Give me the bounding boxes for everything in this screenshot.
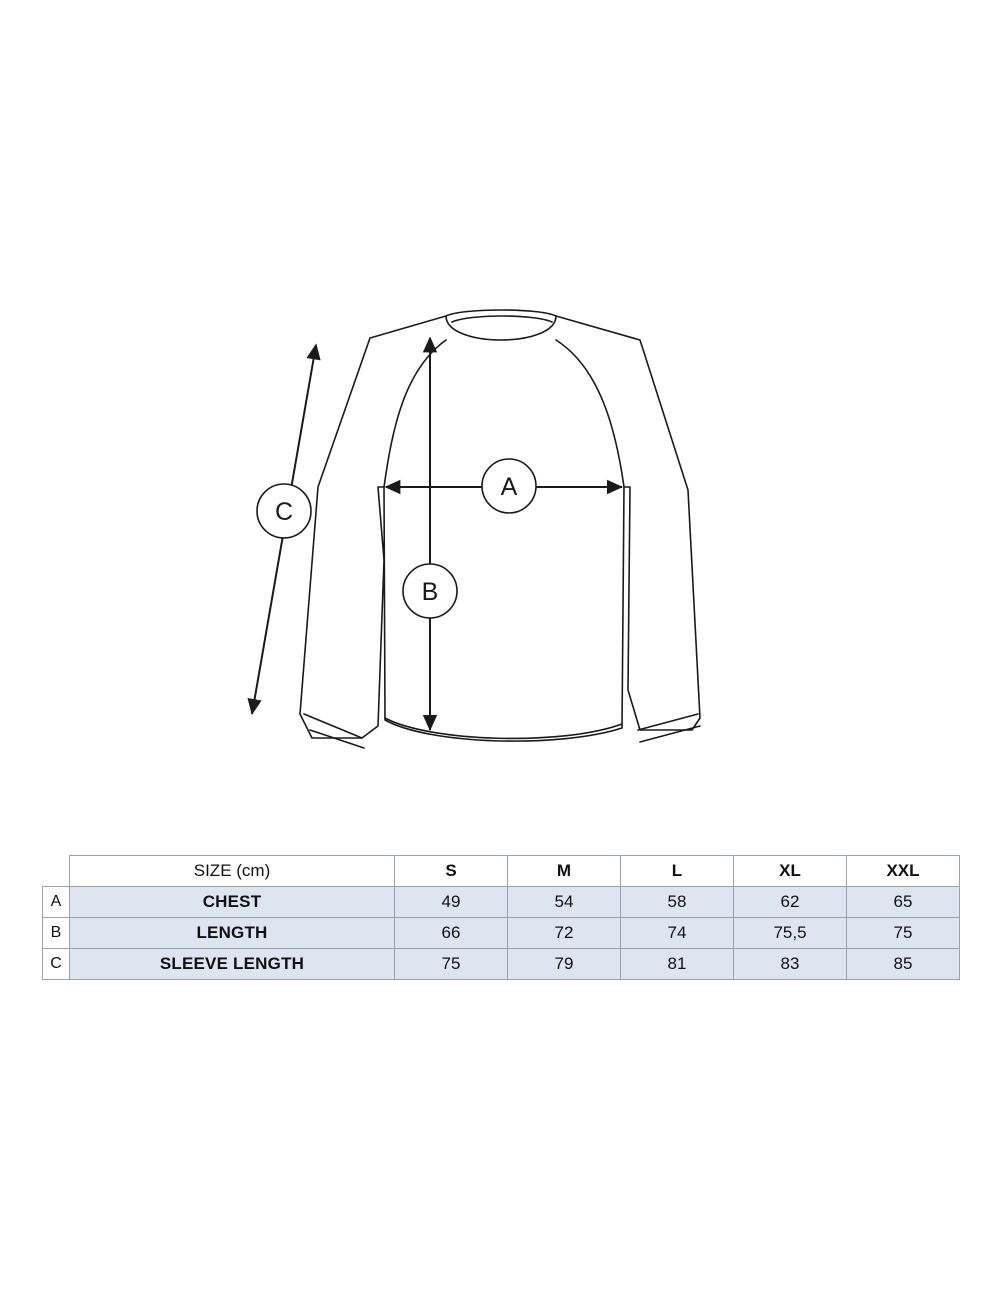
sweater-outline — [300, 310, 700, 748]
length-l: 74 — [621, 918, 734, 949]
header-key-cell — [43, 856, 70, 887]
row-key-c: C — [43, 949, 70, 980]
table-row — [43, 918, 960, 949]
sleeve-xxl: 85 — [847, 949, 960, 980]
chest-s: 49 — [395, 887, 508, 918]
marker-c — [257, 484, 311, 538]
chest-m: 54 — [508, 887, 621, 918]
size-chart — [42, 855, 958, 980]
body-and-sleeves — [300, 316, 700, 741]
table-header-row — [43, 856, 960, 887]
marker-a — [482, 459, 536, 513]
marker-a-label: A — [500, 473, 518, 501]
sleeve-s: 75 — [395, 949, 508, 980]
chest-l: 58 — [621, 887, 734, 918]
sleeve-l: 81 — [621, 949, 734, 980]
table-row — [43, 887, 960, 918]
header-size-xl: XL — [734, 856, 847, 887]
row-key-a: A — [43, 887, 70, 918]
marker-c-label: C — [274, 498, 294, 526]
row-name-sleeve-length: SLEEVE LENGTH — [70, 949, 395, 980]
marker-b-label: B — [421, 578, 439, 606]
chest-xl: 62 — [734, 887, 847, 918]
header-size-l: L — [621, 856, 734, 887]
header-size-xxl: XXL — [847, 856, 960, 887]
length-s: 66 — [395, 918, 508, 949]
size-table — [42, 855, 960, 980]
marker-b — [403, 564, 457, 618]
length-xxl: 75 — [847, 918, 960, 949]
row-name-chest: CHEST — [70, 887, 395, 918]
header-size-m: M — [508, 856, 621, 887]
row-key-b: B — [43, 918, 70, 949]
length-xl: 75,5 — [734, 918, 847, 949]
sleeve-xl: 83 — [734, 949, 847, 980]
table-row — [43, 949, 960, 980]
row-name-length: LENGTH — [70, 918, 395, 949]
length-m: 72 — [508, 918, 621, 949]
sleeve-m: 79 — [508, 949, 621, 980]
header-size-label: SIZE (cm) — [70, 856, 395, 887]
header-size-s: S — [395, 856, 508, 887]
chest-xxl: 65 — [847, 887, 960, 918]
